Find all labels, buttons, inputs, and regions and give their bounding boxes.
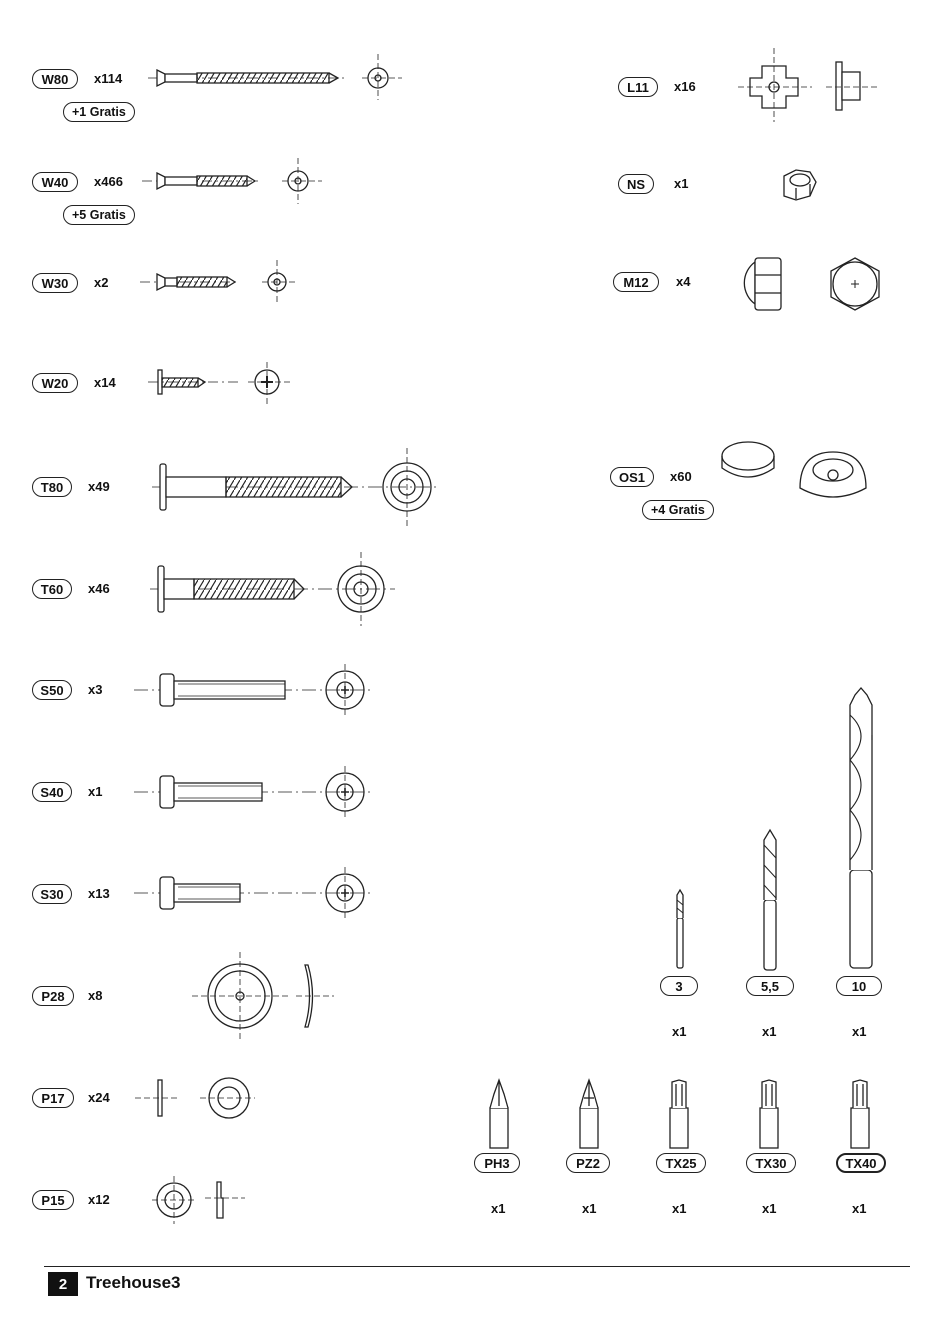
w80-screw-icon: [148, 54, 402, 100]
footer-divider: [44, 1266, 910, 1267]
bit-code: TX30: [746, 1153, 796, 1173]
drill-size: 5,5: [746, 976, 794, 996]
part-quantity: x466: [94, 174, 123, 189]
drill-quantity: x1: [762, 1024, 777, 1039]
t80-screw-icon: [152, 448, 440, 528]
part-quantity: x16: [674, 79, 696, 94]
page-number: 2: [48, 1272, 78, 1296]
part-gratis: +5 Gratis: [63, 205, 135, 225]
part-code: M12: [613, 272, 659, 292]
part-code: S40: [32, 782, 72, 802]
part-quantity: x24: [88, 1090, 110, 1105]
bit-quantity: x1: [491, 1201, 506, 1216]
part-code: W40: [32, 172, 78, 192]
drill-10-icon: [850, 688, 872, 968]
part-quantity: x49: [88, 479, 110, 494]
os1-cover-cap-icon: [722, 442, 866, 497]
part-quantity: x2: [94, 275, 109, 290]
part-quantity: x13: [88, 886, 110, 901]
p28-washer-icon: [192, 952, 334, 1040]
part-code: W80: [32, 69, 78, 89]
part-code: T80: [32, 477, 72, 497]
s50-bolt-icon: [134, 664, 370, 716]
part-quantity: x4: [676, 274, 691, 289]
drill-size: 10: [836, 976, 882, 996]
s30-bolt-icon: [134, 867, 370, 919]
part-code: W20: [32, 373, 78, 393]
ns-lock-nut-icon: [784, 170, 816, 200]
part-code: OS1: [610, 467, 654, 487]
part-quantity: x3: [88, 682, 103, 697]
part-gratis: +4 Gratis: [642, 500, 714, 520]
bit-code: PH3: [474, 1153, 520, 1173]
part-code: NS: [618, 174, 654, 194]
part-code: P15: [32, 1190, 74, 1210]
part-quantity: x46: [88, 581, 110, 596]
part-quantity: x60: [670, 469, 692, 484]
part-quantity: x1: [674, 176, 689, 191]
part-code: P17: [32, 1088, 74, 1108]
part-quantity: x114: [94, 71, 123, 86]
drill-3-icon: [677, 890, 683, 968]
part-code: P28: [32, 986, 74, 1006]
part-code: S30: [32, 884, 72, 904]
bit-tx25-icon: [670, 1080, 688, 1148]
w30-screw-icon: [140, 260, 295, 304]
t60-screw-icon: [150, 552, 395, 626]
bit-quantity: x1: [672, 1201, 687, 1216]
part-quantity: x12: [88, 1192, 110, 1207]
p15-washer-icon: [152, 1176, 245, 1224]
w40-screw-icon: [142, 158, 322, 204]
part-quantity: x14: [94, 375, 116, 390]
drill-size: 3: [660, 976, 698, 996]
s40-bolt-icon: [134, 766, 370, 818]
bit-pz2-icon: [580, 1080, 598, 1148]
bit-code: TX40: [836, 1153, 886, 1173]
drill-quantity: x1: [852, 1024, 867, 1039]
part-code: L11: [618, 77, 658, 97]
bit-quantity: x1: [762, 1201, 777, 1216]
part-quantity: x1: [88, 784, 103, 799]
bit-tx40-icon: [851, 1080, 869, 1148]
bit-ph3-icon: [490, 1080, 508, 1148]
w20-screw-icon: [148, 362, 290, 404]
part-code: T60: [32, 579, 72, 599]
part-quantity: x8: [88, 988, 103, 1003]
m12-dome-nut-icon: [744, 258, 879, 310]
bit-quantity: x1: [582, 1201, 597, 1216]
bit-tx30-icon: [760, 1080, 778, 1148]
drill-quantity: x1: [672, 1024, 687, 1039]
part-code: W30: [32, 273, 78, 293]
bit-quantity: x1: [852, 1201, 867, 1216]
l11-cross-nut-icon: [738, 48, 878, 122]
part-code: S50: [32, 680, 72, 700]
part-gratis: +1 Gratis: [63, 102, 135, 122]
bit-code: TX25: [656, 1153, 706, 1173]
drill-5-5-icon: [764, 830, 776, 970]
bit-code: PZ2: [566, 1153, 610, 1173]
p17-washer-icon: [135, 1078, 255, 1118]
document-title: Treehouse3: [86, 1273, 181, 1292]
